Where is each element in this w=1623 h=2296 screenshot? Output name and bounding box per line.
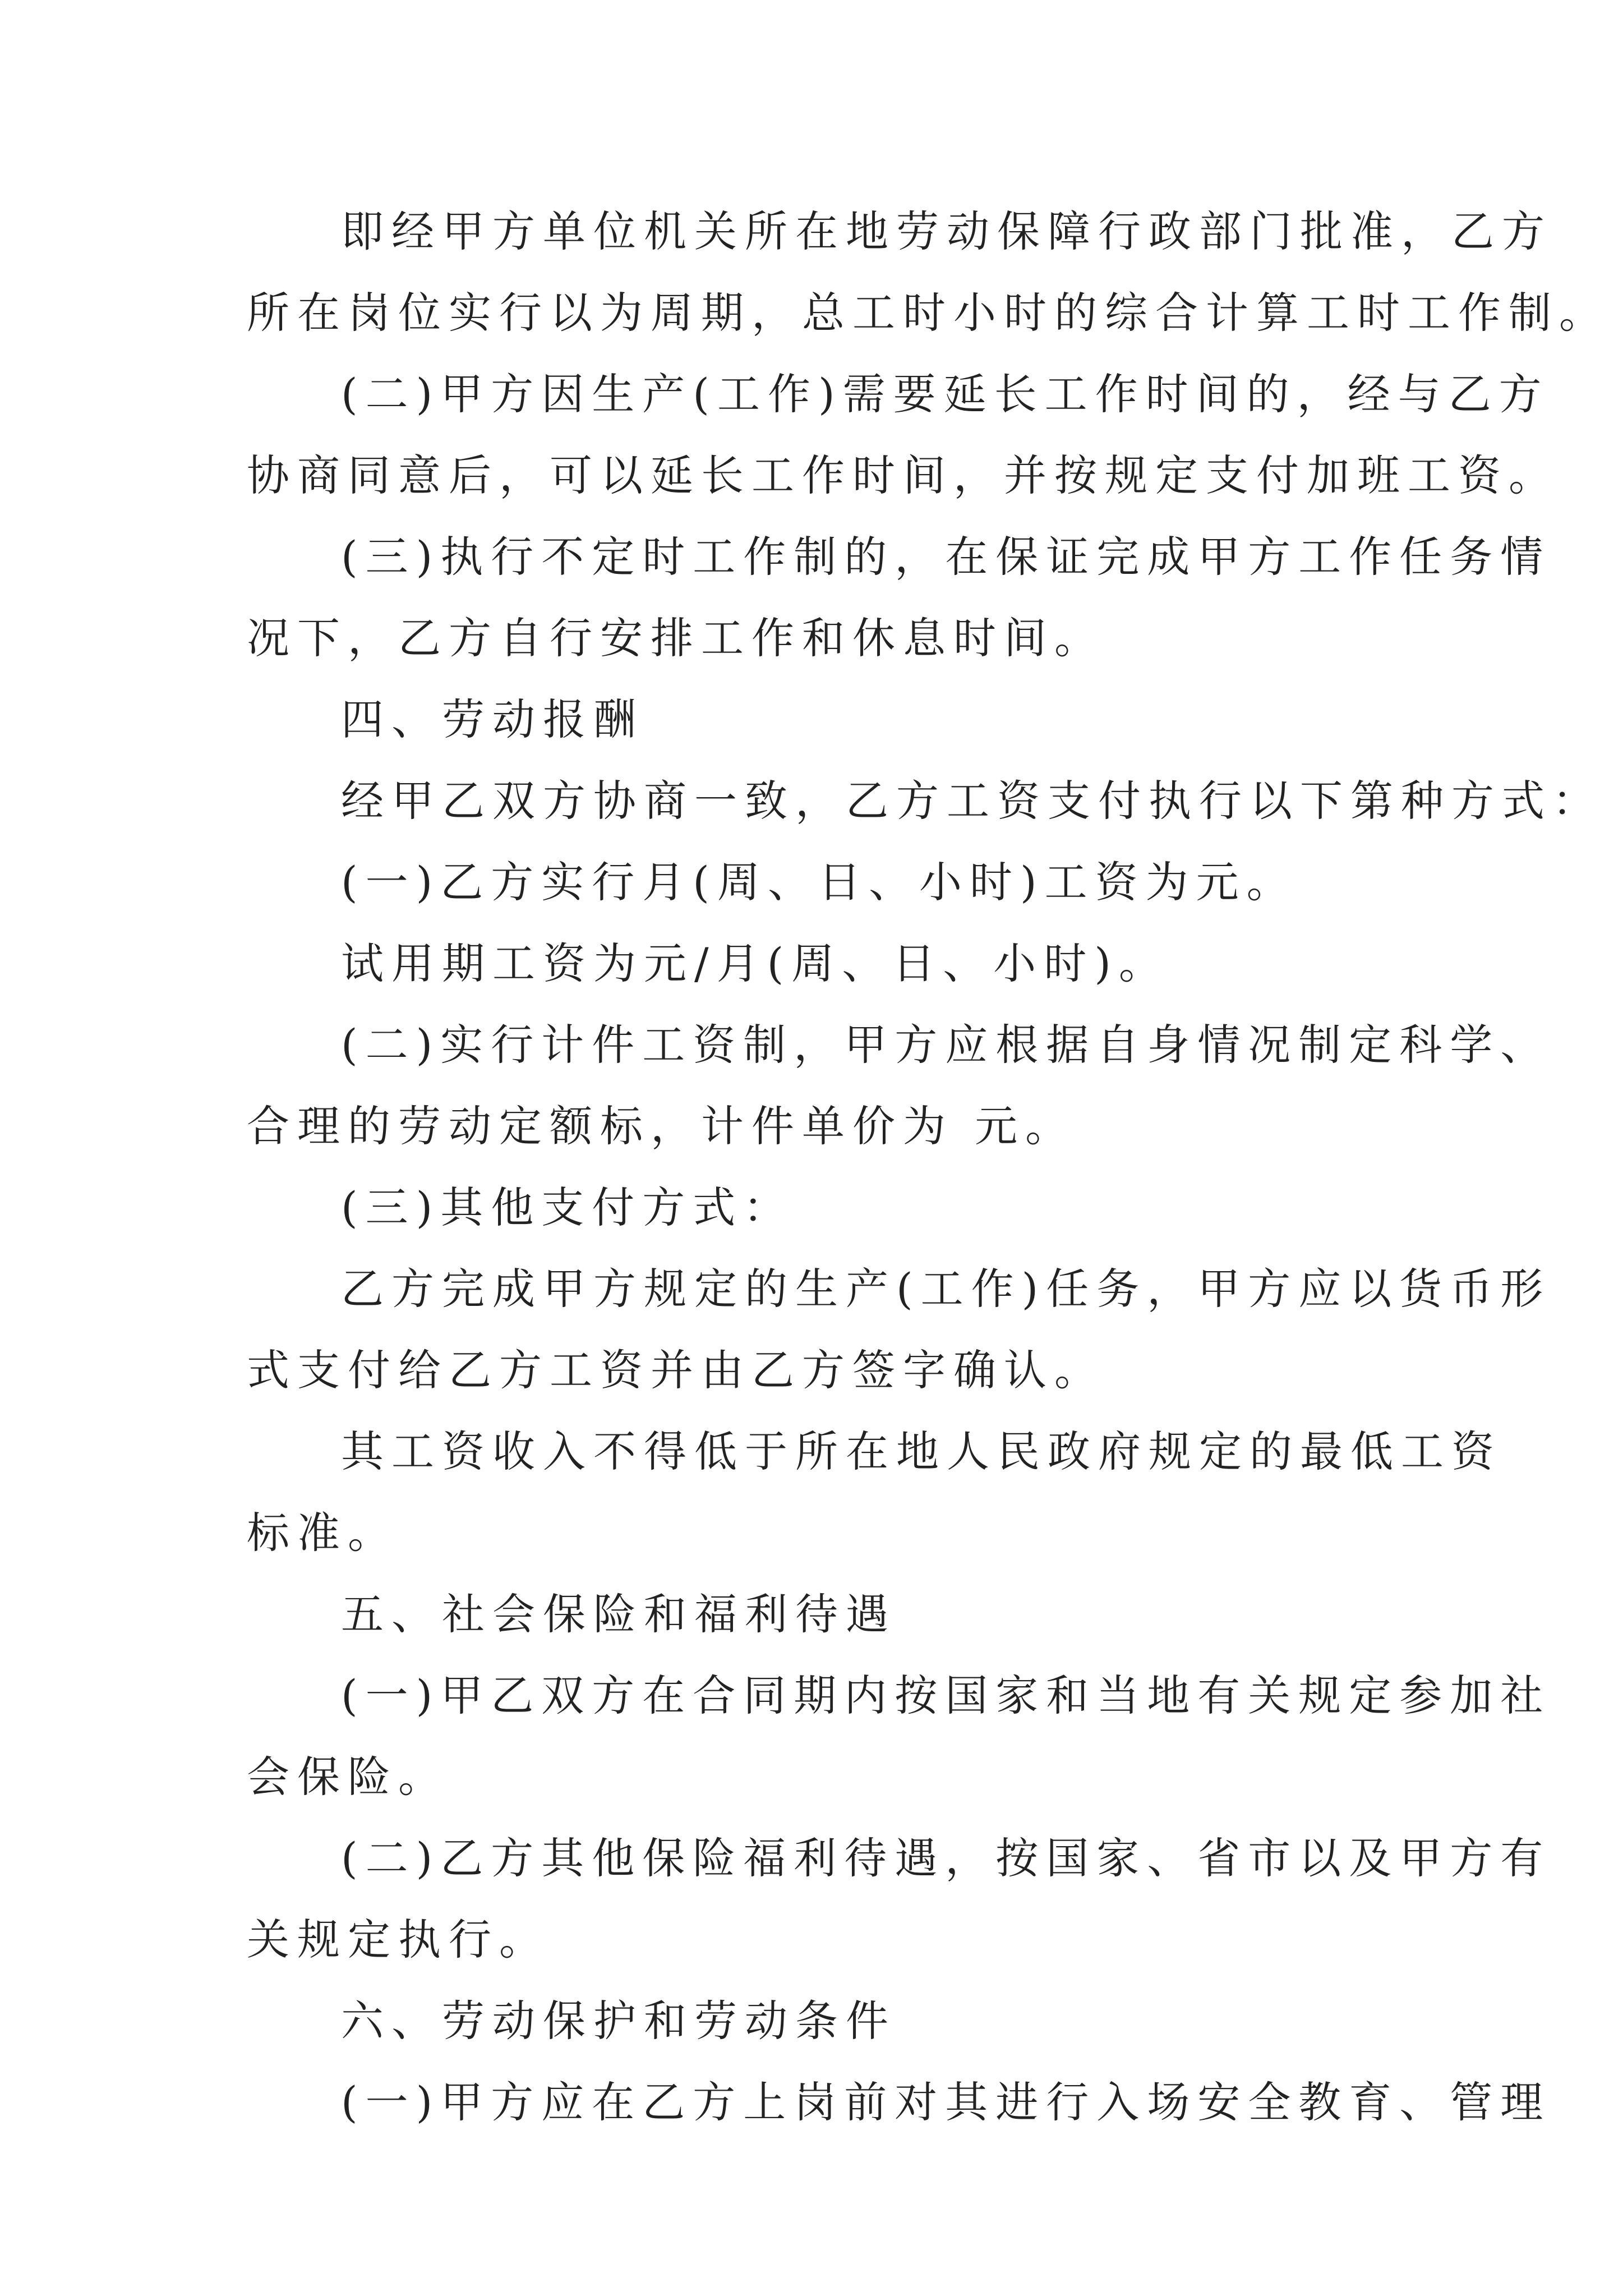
- text-line: 合理的劳动定额标，计件单价为 元。: [247, 1101, 1076, 1151]
- text-line: 会保险。: [247, 1752, 449, 1802]
- text-line: 试用期工资为元/月(周、日、小时)。: [341, 938, 1169, 988]
- section-heading: 四、劳动报酬: [341, 694, 644, 744]
- text-line: (三)其他支付方式：: [341, 1182, 794, 1232]
- text-line: 乙方完成甲方规定的生产(工作)任务，甲方应以货币形: [341, 1264, 1551, 1314]
- text-line: (一)甲乙双方在合同期内按国家和当地有关规定参加社: [341, 1671, 1551, 1720]
- text-line: 其工资收入不得低于所在地人民政府规定的最低工资: [341, 1427, 1502, 1476]
- text-line: 关规定执行。: [247, 1915, 550, 1964]
- text-line: 标准。: [247, 1508, 398, 1558]
- text-line: 即经甲方单位机关所在地劳动保障行政部门批准，乙方: [341, 206, 1552, 256]
- text-line: (三)执行不定时工作制的，在保证完成甲方工作任务情: [341, 532, 1551, 582]
- text-line: (二)实行计件工资制，甲方应根据自身情况制定科学、: [341, 1020, 1551, 1070]
- text-line: 所在岗位实行以为周期，总工时小时的综合计算工时工作制。: [247, 288, 1610, 338]
- text-line: 况下，乙方自行安排工作和休息时间。: [247, 613, 1105, 663]
- section-heading: 五、社会保险和福利待遇: [341, 1589, 896, 1639]
- text-line: 协商同意后，可以延长工作时间，并按规定支付加班工资。: [247, 450, 1559, 500]
- text-line: 经甲乙双方协商一致，乙方工资支付执行以下第种方式：: [341, 776, 1603, 826]
- section-heading: 六、劳动保护和劳动条件: [341, 1996, 896, 2046]
- text-line: (一)甲方应在乙方上岗前对其进行入场安全教育、管理: [341, 2077, 1551, 2127]
- text-line: 式支付给乙方工资并由乙方签字确认。: [247, 1345, 1105, 1395]
- text-line: (二)甲方因生产(工作)需要延长工作时间的，经与乙方: [341, 369, 1550, 419]
- text-line: (一)乙方实行月(周、日、小时)工资为元。: [341, 857, 1297, 907]
- document-body: [247, 191, 1610, 2143]
- text-line: (二)乙方其他保险福利待遇，按国家、省市以及甲方有: [341, 1833, 1551, 1883]
